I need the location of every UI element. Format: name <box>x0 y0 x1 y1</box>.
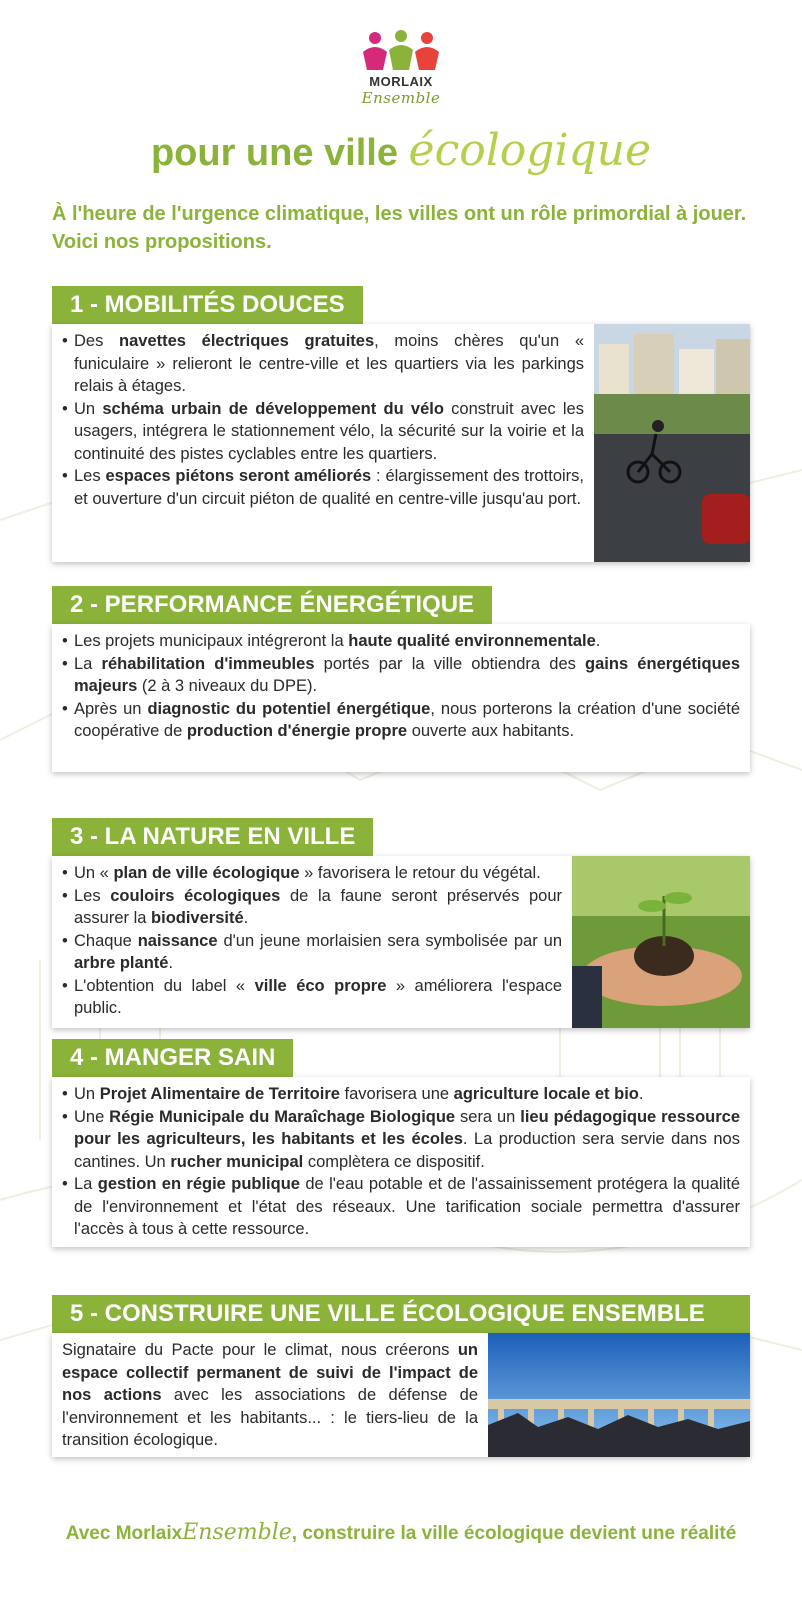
body-text: La <box>74 654 102 673</box>
body-text: de la faune seront préservés pour assurer la <box>74 886 562 927</box>
body-text: avec les associations de défense de l'environnement et les habitants... : le tiers-lieu de la transition écologique. <box>62 1386 479 1449</box>
section-heading: 1 - MOBILITÉS DOUCES <box>52 286 363 324</box>
title-script: écologique <box>408 125 652 176</box>
list-item <box>62 885 562 930</box>
emphasis-text: biodiversité <box>151 909 244 927</box>
body-text: : élargissement des trottoirs, et ouverture d'un circuit piéton de qualité en centre-ville jusqu'au port. <box>74 467 585 508</box>
list-item <box>62 630 740 653</box>
body-text: Un <box>74 1085 100 1103</box>
header <box>0 30 802 110</box>
body-text: d'un jeune morlaisien sera symbolisée par un <box>217 931 562 950</box>
cyclist-photo <box>594 324 750 562</box>
section-box <box>52 1077 750 1247</box>
emphasis-text: Régie Municipale du Maraîchage Biologique <box>109 1107 456 1126</box>
emphasis-text: Projet Alimentaire de Territoire <box>99 1085 340 1103</box>
list-item <box>62 398 584 466</box>
section-heading: 4 - MANGER SAIN <box>52 1039 293 1077</box>
emphasis-text: lieu pédagogique ressource pour les agriculteurs, les habitants et les écoles <box>74 1107 740 1148</box>
body-text: Des <box>74 332 120 350</box>
section-box <box>52 324 750 562</box>
section-text <box>52 1333 488 1457</box>
people-logo-icon <box>361 30 441 72</box>
section-text <box>52 1077 750 1247</box>
footer-after: , construire la ville écologique devient une réalité <box>291 1523 737 1544</box>
body-text: (2 à 3 niveaux du DPE). <box>137 677 318 695</box>
logo-wordmark <box>331 74 471 107</box>
body-text: Chaque <box>74 931 138 950</box>
emphasis-text: arbre planté <box>74 954 169 972</box>
emphasis-text: couloirs écologiques <box>110 886 281 905</box>
body-text: Les <box>74 886 111 905</box>
logo-name: MORLAIX <box>369 74 433 89</box>
body-text: Une <box>74 1107 110 1126</box>
body-text: complètera ce dispositif. <box>303 1152 485 1171</box>
list-item <box>62 330 584 398</box>
list-item <box>62 698 740 743</box>
body-text: , moins chères qu'un « funiculaire » relieront le centre-ville et les quartiers via les parkings relais à étages. <box>74 332 584 395</box>
emphasis-text: gestion en régie publique <box>97 1175 300 1193</box>
emphasis-text: espaces piétons seront améliorés <box>105 467 372 485</box>
list-item <box>62 653 740 698</box>
section-text <box>52 624 750 772</box>
section-mobilites <box>52 286 750 562</box>
emphasis-text: gains énergétiques majeurs <box>74 654 741 695</box>
list-item <box>62 465 584 510</box>
page-title <box>0 125 802 176</box>
body-text: Les <box>74 467 106 485</box>
body-text: Après un <box>74 699 148 718</box>
emphasis-text: ville éco propre <box>254 976 387 995</box>
list-item <box>62 1173 740 1241</box>
emphasis-text: naissance <box>137 931 218 950</box>
section-construire <box>52 1295 750 1457</box>
emphasis-text: haute qualité environnementale <box>348 632 596 650</box>
footer-script: Ensemble <box>182 1520 292 1545</box>
section-box <box>52 856 750 1028</box>
section-heading: 2 - PERFORMANCE ÉNERGÉTIQUE <box>52 586 492 624</box>
list-item <box>62 862 562 885</box>
body-text: sera un <box>455 1107 521 1126</box>
emphasis-text: réhabilitation d'immeubles <box>101 654 315 673</box>
emphasis-text: schéma urbain de développement du vélo <box>102 399 444 418</box>
list-item <box>62 1106 740 1174</box>
section-energie <box>52 586 750 772</box>
emphasis-text: un espace collectif permanent de suivi de l'impact de nos actions <box>62 1341 478 1404</box>
section-manger-sain <box>52 1039 750 1247</box>
viaduct-photo <box>488 1333 750 1457</box>
logo-script: Ensemble <box>361 89 441 107</box>
seedling-hands-photo <box>572 856 750 1028</box>
footer-slogan <box>0 1520 802 1545</box>
body-text: . <box>168 954 174 972</box>
body-text: de l'eau potable et de l'assainissement protégera la qualité de l'environnement et l'état des réseaux. Une tarification sociale permettra d'assurer l'accès à tous à cette ressource. <box>74 1175 740 1238</box>
body-text: . <box>243 909 249 927</box>
section-heading: 3 - LA NATURE EN VILLE <box>52 818 373 856</box>
body-text: . <box>638 1085 644 1103</box>
section-box <box>52 624 750 772</box>
body-text: Les projets municipaux intégreront la <box>74 632 349 650</box>
body-text: construit avec les usagers, intégrera le stationnement vélo, la sécurité sur la voirie et la continuité des pistes cyclables entre les quartiers. <box>74 399 584 463</box>
emphasis-text: agriculture locale et bio <box>453 1085 639 1103</box>
intro-text: À l'heure de l'urgence climatique, les villes ont un rôle primordial à jouer. Voici nos propositions. <box>52 203 747 253</box>
body-text: , nous porterons la création d'une société coopérative de <box>74 699 741 740</box>
section-heading: 5 - CONSTRUIRE UNE VILLE ÉCOLOGIQUE ENSEMBLE <box>52 1295 750 1333</box>
body-text: L'obtention du label « <box>74 976 255 995</box>
emphasis-text: plan de ville écologique <box>113 864 300 882</box>
list-item <box>62 975 562 1020</box>
body-text: » améliorera l'espace public. <box>74 976 562 1017</box>
body-text: Un « <box>74 864 114 882</box>
section-text <box>52 856 572 1028</box>
emphasis-text: production d'énergie propre <box>186 722 408 740</box>
footer-before: Avec Morlaix <box>65 1523 183 1544</box>
body-text: Un <box>74 399 103 418</box>
body-text: La <box>74 1175 98 1193</box>
section-box <box>52 1333 750 1457</box>
body-text: » favorisera le retour du végétal. <box>299 864 541 882</box>
emphasis-text: diagnostic du potentiel énergétique <box>147 699 431 718</box>
title-plain: pour une ville <box>150 132 398 174</box>
section-text <box>52 324 594 562</box>
logo <box>331 30 471 110</box>
body-text: . La production sera servie dans nos cantines. Un <box>74 1130 740 1171</box>
body-text: favorisera une <box>339 1085 454 1103</box>
body-text: ouverte aux habitants. <box>407 722 575 740</box>
section-nature <box>52 818 750 1028</box>
emphasis-text: rucher municipal <box>170 1152 304 1171</box>
list-item <box>62 930 562 975</box>
body-text: Signataire du Pacte pour le climat, nous créerons <box>62 1341 458 1359</box>
list-item <box>62 1083 740 1106</box>
body-text: . <box>595 632 601 650</box>
body-text: portés par la ville obtiendra des <box>314 654 586 673</box>
emphasis-text: navettes électriques gratuites <box>119 332 375 350</box>
